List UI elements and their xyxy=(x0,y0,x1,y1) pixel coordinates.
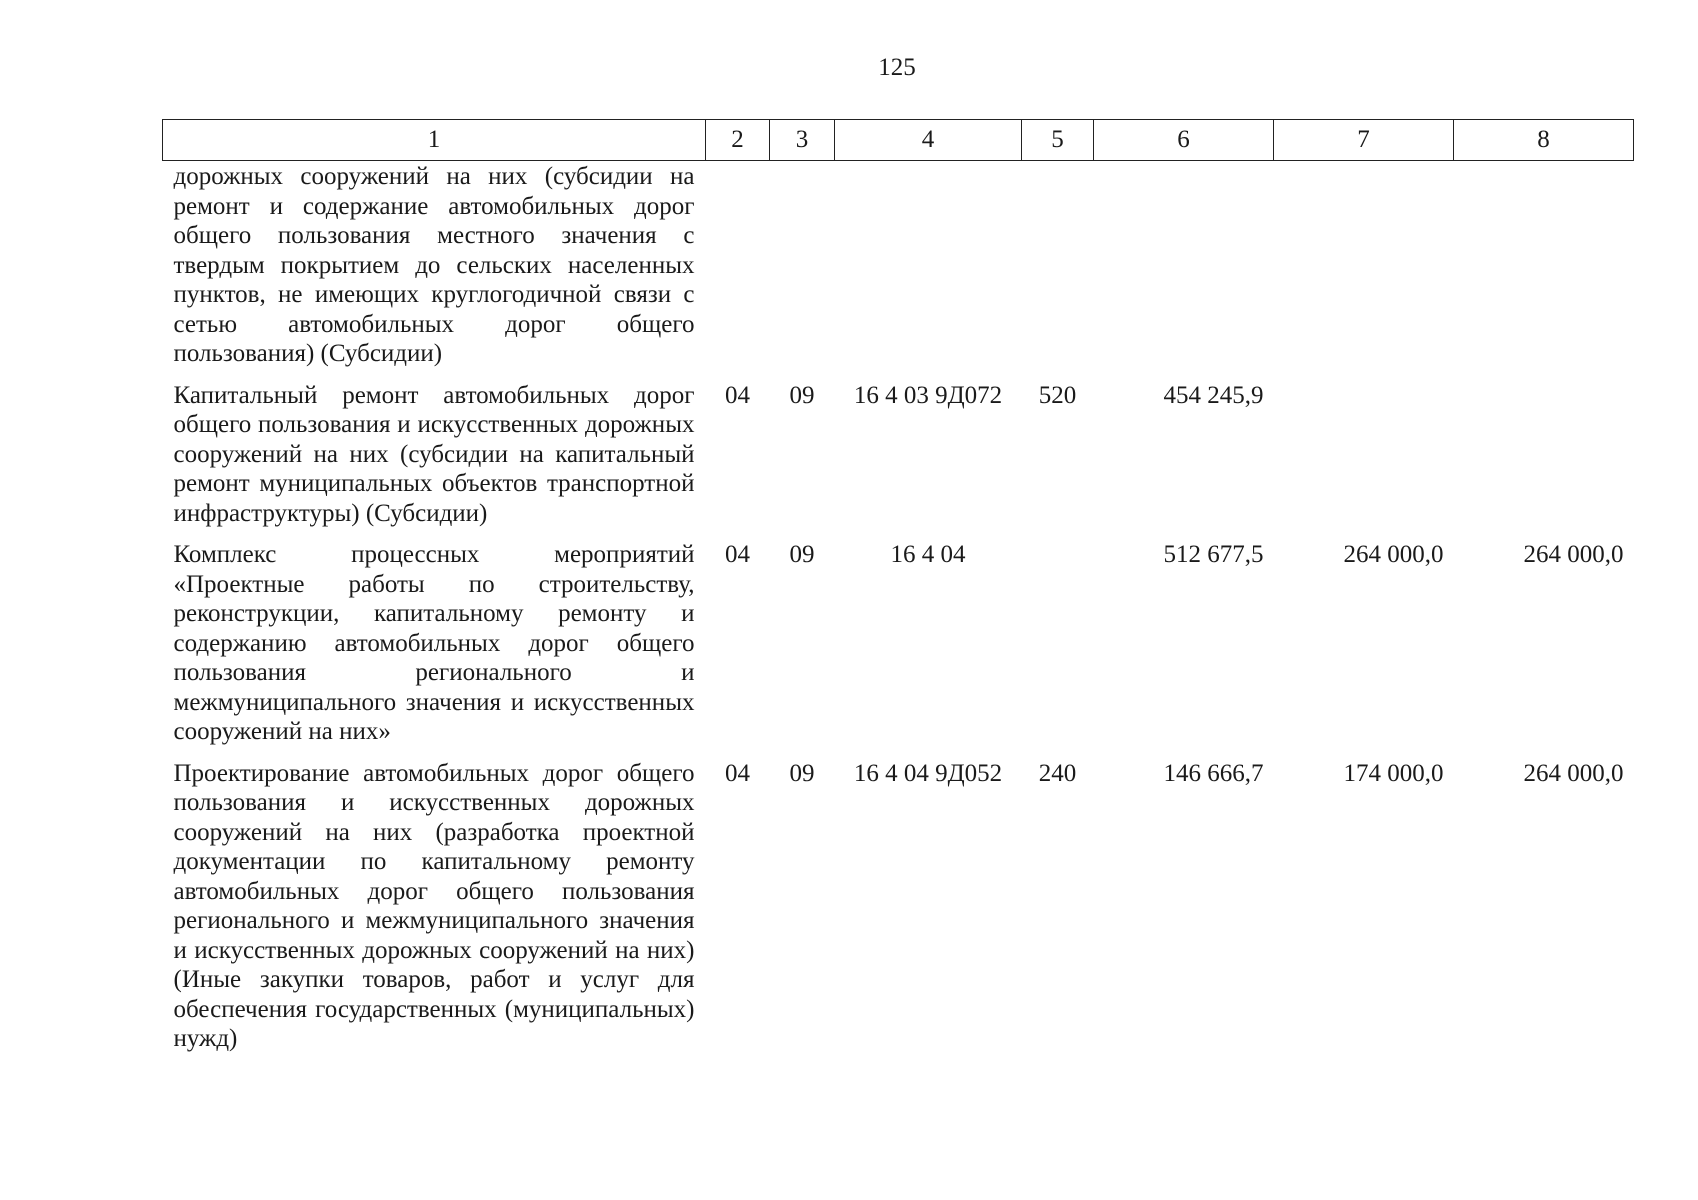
table-row xyxy=(163,757,1634,1064)
header-col-3: 3 xyxy=(770,120,835,161)
row-name: дорожных сооружений на них (субсидии на ремонт и содержание автомобильных дорог общего пользования местного значения с твердым покрытием до сельских населенных пунктов, не имеющих круглогодичной связи с сетью автомобильных дорог общего пользования) (Субсидии) xyxy=(173,163,695,367)
header-col-2: 2 xyxy=(706,120,770,161)
row-amount-col7: 174 000,0 xyxy=(1343,759,1444,787)
row-amount-col6: 454 245,9 xyxy=(1163,381,1264,409)
row-subsection: 09 xyxy=(789,759,815,787)
row-target-code: 16 4 04 xyxy=(890,541,966,568)
row-amount-col8 xyxy=(1454,161,1634,379)
row-amount-col8: 264 000,0 xyxy=(1523,759,1624,787)
row-subsection: 09 xyxy=(789,381,815,409)
row-subsection xyxy=(770,161,835,379)
row-section xyxy=(706,161,770,379)
header-col-4: 4 xyxy=(835,120,1022,161)
header-col-6: 6 xyxy=(1094,120,1274,161)
row-amount-col7: 264 000,0 xyxy=(1343,541,1444,568)
row-subsection: 09 xyxy=(789,541,815,568)
row-name: Капитальный ремонт автомобильных дорог общего пользования и искусственных дорожных сооружений на них (субсидии на капитальный ремонт муниципальных объектов транспортной инфраструктуры) (Субсидии) xyxy=(173,381,695,527)
table-header-row xyxy=(163,120,1634,161)
row-amount-col6 xyxy=(1094,161,1274,379)
budget-table xyxy=(162,119,1634,1064)
row-section: 04 xyxy=(725,759,750,787)
row-expense-type: 520 xyxy=(1038,381,1077,409)
row-section: 04 xyxy=(725,381,750,409)
table-row xyxy=(163,161,1634,379)
row-amount-col6: 146 666,7 xyxy=(1163,759,1264,787)
row-target-code: 16 4 04 9Д052 xyxy=(853,759,1003,787)
row-section: 04 xyxy=(725,541,750,568)
row-amount-col8 xyxy=(1454,379,1634,539)
row-amount-col8: 264 000,0 xyxy=(1523,541,1624,568)
row-amount-col7 xyxy=(1274,161,1454,379)
table-row xyxy=(163,379,1634,539)
table-row xyxy=(163,538,1634,757)
page-number: 125 xyxy=(878,54,916,81)
row-name: Комплекс процессных мероприятий «Проектные работы по строительству, реконструкции, капитальному ремонту и содержанию автомобильных дорог общего пользования регионального и межмуниципального значения и искусственных сооружений на них» xyxy=(173,541,695,745)
row-expense-type xyxy=(1022,538,1094,757)
header-col-7: 7 xyxy=(1274,120,1454,161)
row-target-code: 16 4 03 9Д072 xyxy=(853,381,1003,409)
row-target-code xyxy=(835,161,1022,379)
row-amount-col6: 512 677,5 xyxy=(1163,541,1264,568)
row-amount-col7 xyxy=(1274,379,1454,539)
row-name: Проектирование автомобильных дорог общего пользования и искусственных дорожных сооружений на них (разработка проектной документации по капитальному ремонту автомобильных дорог общего пользования регионального и межмуниципального значения и искусственных дорожных сооружений на них) (Иные закупки товаров, работ и услуг для обеспечения государственных (муниципальных) нужд) xyxy=(173,759,695,1052)
row-expense-type xyxy=(1022,161,1094,379)
header-col-8: 8 xyxy=(1454,120,1634,161)
header-col-5: 5 xyxy=(1022,120,1094,161)
row-expense-type: 240 xyxy=(1038,759,1077,787)
header-col-1: 1 xyxy=(163,120,706,161)
